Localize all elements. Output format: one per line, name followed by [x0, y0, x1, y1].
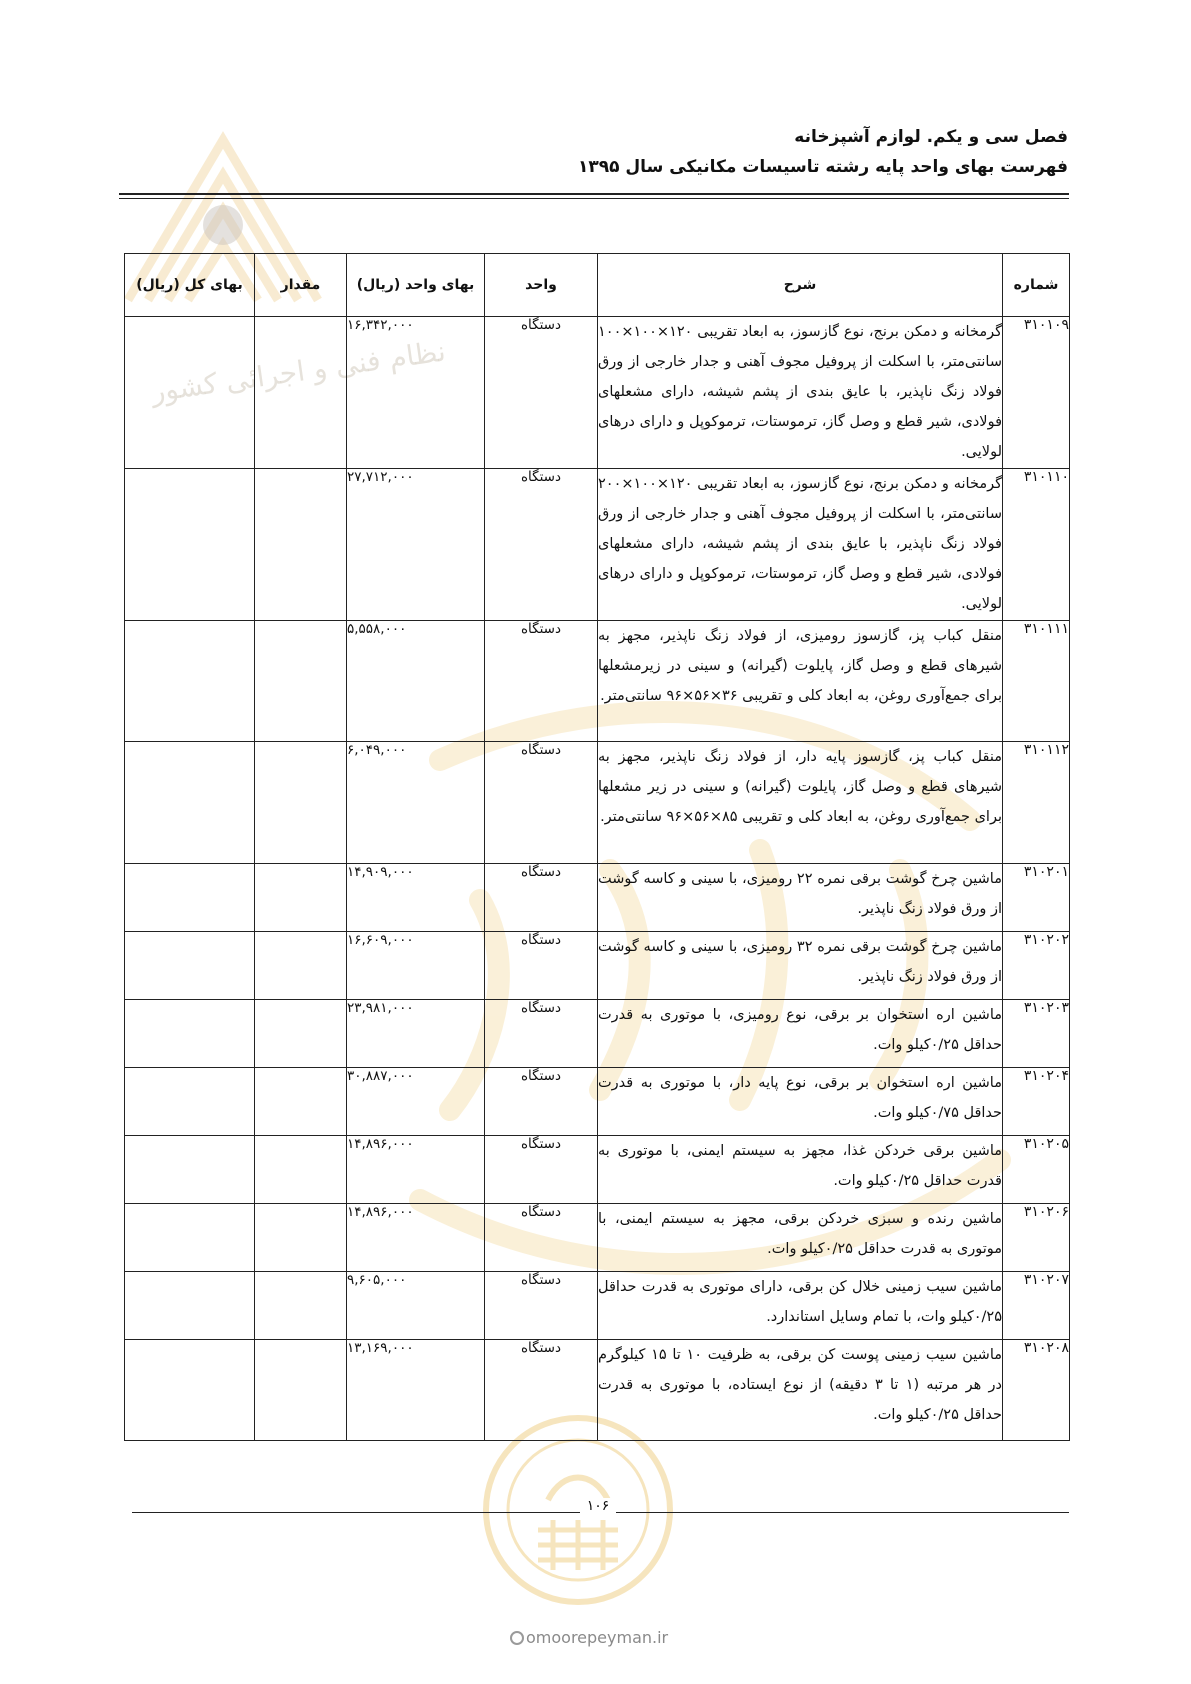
row-unit-price: ۳۰,۸۸۷,۰۰۰ — [347, 1068, 485, 1136]
row-total — [125, 864, 255, 932]
row-number: ۳۱۰۱۰۹ — [1003, 317, 1070, 469]
row-quantity — [255, 1204, 347, 1272]
row-unit-price: ۱۶,۳۴۲,۰۰۰ — [347, 317, 485, 469]
page-header — [578, 124, 1068, 180]
header-quantity: مقدار — [255, 254, 347, 317]
row-quantity — [255, 469, 347, 621]
table-header-row — [125, 254, 1070, 317]
row-quantity — [255, 1340, 347, 1441]
row-quantity — [255, 1136, 347, 1204]
row-number: ۳۱۰۲۰۷ — [1003, 1272, 1070, 1340]
row-quantity — [255, 742, 347, 864]
row-description: ماشین برقی خردکن غذا، مجهز به سیستم ایمنی، با موتوری به قدرت حداقل ۰/۲۵کیلو وات. — [598, 1136, 1003, 1204]
row-total — [125, 1000, 255, 1068]
row-number: ۳۱۰۱۱۱ — [1003, 621, 1070, 742]
header-description: شرح — [598, 254, 1003, 317]
row-description: ماشین اره استخوان بر برقی، نوع پایه دار، با موتوری به قدرت حداقل ۰/۷۵کیلو وات. — [598, 1068, 1003, 1136]
table-row — [125, 1136, 1070, 1204]
row-number: ۳۱۰۲۰۱ — [1003, 864, 1070, 932]
row-quantity — [255, 621, 347, 742]
row-number: ۳۱۰۱۱۲ — [1003, 742, 1070, 864]
website-text: omoorepeyman.ir — [526, 1628, 669, 1647]
row-description: ماشین چرخ گوشت برقی نمره ۳۲ رومیزی، با سینی و کاسه گوشت از ورق فولاد زنگ ناپذیر. — [598, 932, 1003, 1000]
row-total — [125, 469, 255, 621]
at-icon — [510, 1631, 524, 1645]
row-unit: دستگاه — [485, 1272, 598, 1340]
row-unit-price: ۲۷,۷۱۲,۰۰۰ — [347, 469, 485, 621]
table-row — [125, 864, 1070, 932]
row-quantity — [255, 317, 347, 469]
row-total — [125, 1068, 255, 1136]
row-quantity — [255, 1000, 347, 1068]
header-unit: واحد — [485, 254, 598, 317]
table-row — [125, 621, 1070, 742]
row-number: ۳۱۰۱۱۰ — [1003, 469, 1070, 621]
row-unit: دستگاه — [485, 1340, 598, 1441]
row-quantity — [255, 1068, 347, 1136]
row-number: ۳۱۰۲۰۶ — [1003, 1204, 1070, 1272]
row-unit: دستگاه — [485, 1000, 598, 1068]
row-total — [125, 742, 255, 864]
row-total — [125, 1340, 255, 1441]
header-rule — [119, 193, 1069, 195]
page-number: ۱۰۶ — [580, 1498, 616, 1514]
row-number: ۳۱۰۲۰۲ — [1003, 932, 1070, 1000]
header-unit-price: بهای واحد (ریال) — [347, 254, 485, 317]
row-unit-price: ۱۴,۸۹۶,۰۰۰ — [347, 1204, 485, 1272]
website-watermark — [510, 1628, 668, 1647]
row-unit-price: ۱۴,۸۹۶,۰۰۰ — [347, 1136, 485, 1204]
row-unit: دستگاه — [485, 621, 598, 742]
row-number: ۳۱۰۲۰۴ — [1003, 1068, 1070, 1136]
row-unit-price: ۵,۵۵۸,۰۰۰ — [347, 621, 485, 742]
row-number: ۳۱۰۲۰۵ — [1003, 1136, 1070, 1204]
table-row — [125, 317, 1070, 469]
row-description: منقل کباب پز، گازسوز رومیزی، از فولاد زنگ ناپذیر، مجهز به شیرهای قطع و وصل گاز، پایلوت (گیرانه) و سینی در زیرمشعلها برای جمع‌آوری روغن، به ابعاد کلی و تقریبی ۳۶×۵۶×۹۶ سانتی‌متر. — [598, 621, 1003, 742]
table-row — [125, 1272, 1070, 1340]
table-row — [125, 932, 1070, 1000]
header-number: شماره — [1003, 254, 1070, 317]
row-unit: دستگاه — [485, 469, 598, 621]
row-unit: دستگاه — [485, 1068, 598, 1136]
row-total — [125, 317, 255, 469]
row-description: گرمخانه و دمکن برنج، نوع گازسوز، به ابعاد تقریبی ۱۲۰×۱۰۰×۲۰۰ سانتی‌متر، با اسکلت از پروفیل مجوف آهنی و جدار خارجی از ورق فولاد زنگ ناپذیر، با عایق بندی از پشم شیشه، دارای مشعلهای فولادی، شیر قطع و وصل گاز، ترموستات، ترموکوپل و دارای درهای لولایی. — [598, 469, 1003, 621]
table-row — [125, 1204, 1070, 1272]
watermark-org-text: نظام فنی و اجرائی کشور — [149, 334, 448, 409]
row-unit-price: ۱۶,۶۰۹,۰۰۰ — [347, 932, 485, 1000]
row-description: ماشین سیب زمینی پوست کن برقی، به ظرفیت ۱۰ تا ۱۵ کیلوگرم در هر مرتبه (۱ تا ۳ دقیقه) از نوع ایستاده، با موتوری به قدرت حداقل ۰/۲۵کیلو وات. — [598, 1340, 1003, 1441]
row-description: ماشین چرخ گوشت برقی نمره ۲۲ رومیزی، با سینی و کاسه گوشت از ورق فولاد زنگ ناپذیر. — [598, 864, 1003, 932]
row-unit: دستگاه — [485, 1204, 598, 1272]
row-unit: دستگاه — [485, 742, 598, 864]
price-table — [124, 253, 1070, 1441]
row-number: ۳۱۰۲۰۸ — [1003, 1340, 1070, 1441]
table-row — [125, 742, 1070, 864]
row-total — [125, 1272, 255, 1340]
row-description: گرمخانه و دمکن برنج، نوع گازسوز، به ابعاد تقریبی ۱۲۰×۱۰۰×۱۰۰ سانتی‌متر، با اسکلت از پروفیل مجوف آهنی و جدار خارجی از ورق فولاد زنگ ناپذیر، با عایق بندی از پشم شیشه، دارای مشعلهای فولادی، شیر قطع و وصل گاز، ترموستات، ترموکوپل و دارای درهای لولایی. — [598, 317, 1003, 469]
row-unit: دستگاه — [485, 1136, 598, 1204]
row-description: ماشین رنده و سبزی خردکن برقی، مجهز به سیستم ایمنی، با موتوری به قدرت حداقل ۰/۲۵کیلو وات. — [598, 1204, 1003, 1272]
row-quantity — [255, 932, 347, 1000]
header-rule-thin — [119, 198, 1069, 199]
row-unit-price: ۱۳,۱۶۹,۰۰۰ — [347, 1340, 485, 1441]
row-total — [125, 1136, 255, 1204]
table-row — [125, 1000, 1070, 1068]
row-description: منقل کباب پز، گازسوز پایه دار، از فولاد زنگ ناپذیر، مجهز به شیرهای قطع و وصل گاز، پایلوت (گیرانه) و سینی در زیر مشعلها برای جمع‌آوری روغن، به ابعاد کلی و تقریبی ۸۵×۵۶×۹۶ سانتی‌متر. — [598, 742, 1003, 864]
row-unit: دستگاه — [485, 864, 598, 932]
row-total — [125, 1204, 255, 1272]
chapter-title: فصل سی و یکم. لوازم آشپزخانه — [794, 127, 1068, 147]
table-row — [125, 1068, 1070, 1136]
row-total — [125, 621, 255, 742]
row-unit-price: ۶,۰۴۹,۰۰۰ — [347, 742, 485, 864]
row-unit: دستگاه — [485, 317, 598, 469]
table-row — [125, 1340, 1070, 1441]
page-subtitle: فهرست بهای واحد پایه رشته تاسیسات مکانیکی سال ۱۳۹۵ — [578, 157, 1068, 177]
row-description: ماشین سیب زمینی خلال کن برقی، دارای موتوری به قدرت حداقل ۰/۲۵کیلو وات، با تمام وسایل استاندارد. — [598, 1272, 1003, 1340]
row-unit-price: ۲۳,۹۸۱,۰۰۰ — [347, 1000, 485, 1068]
row-unit: دستگاه — [485, 932, 598, 1000]
row-number: ۳۱۰۲۰۳ — [1003, 1000, 1070, 1068]
row-quantity — [255, 864, 347, 932]
table-row — [125, 469, 1070, 621]
header-total-price: بهای کل (ریال) — [125, 254, 255, 317]
row-unit-price: ۱۴,۹۰۹,۰۰۰ — [347, 864, 485, 932]
row-total — [125, 932, 255, 1000]
row-quantity — [255, 1272, 347, 1340]
row-description: ماشین اره استخوان بر برقی، نوع رومیزی، با موتوری به قدرت حداقل ۰/۲۵کیلو وات. — [598, 1000, 1003, 1068]
row-unit-price: ۹,۶۰۵,۰۰۰ — [347, 1272, 485, 1340]
